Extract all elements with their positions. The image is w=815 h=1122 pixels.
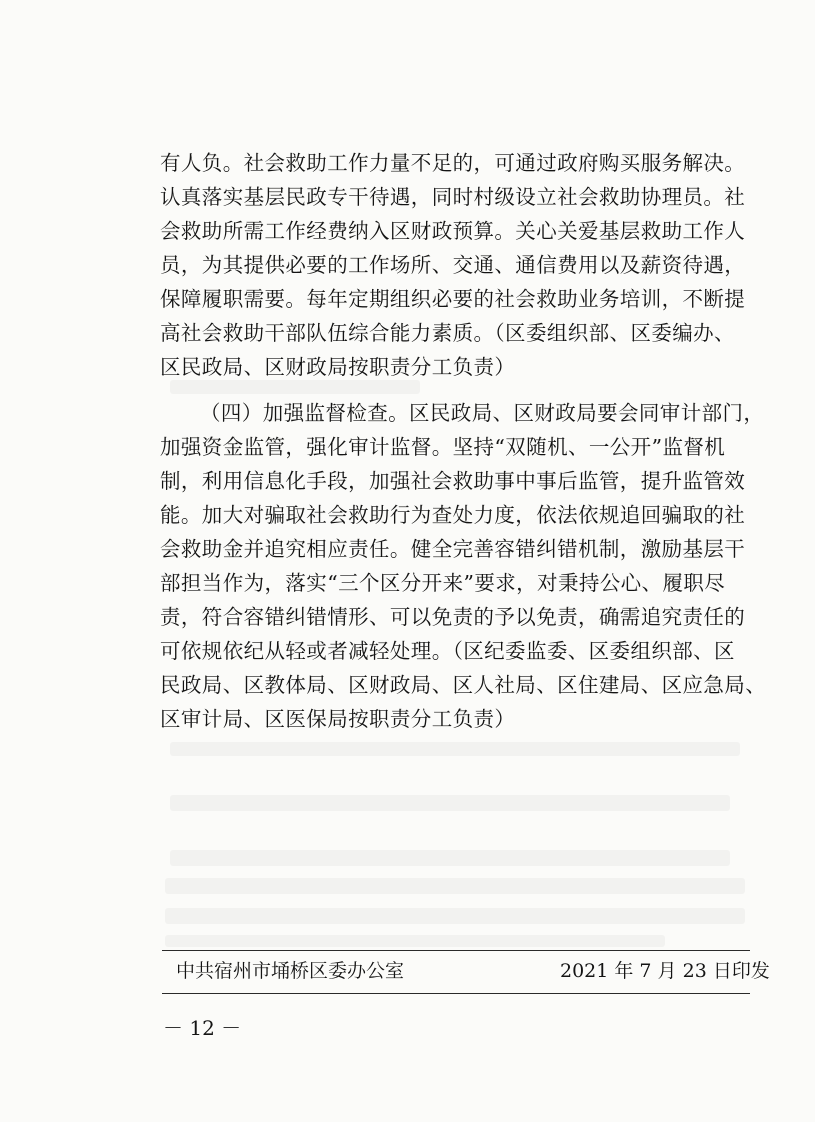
body-line-10: 制，利用信息化手段，加强社会救助事中事后监管，提升监管效 [160, 469, 746, 493]
body-line-17: 区审计局、区医保局按职责分工负责） [160, 707, 516, 731]
body-line-5: 保障履职需要。每年定期组织必要的社会救助业务培训，不断提 [160, 287, 746, 311]
bleed-through-mark [170, 795, 730, 811]
body-line-9: 加强资金监管，强化审计监督。坚持“双随机、一公开”监督机 [160, 435, 726, 459]
footer-bottom-rule [162, 993, 750, 994]
page-number: － 12 － [163, 1016, 242, 1040]
section-heading-line: （四）加强监督检查。区民政局、区财政局要会同审计部门， [200, 401, 765, 425]
bleed-through-mark [170, 742, 740, 756]
body-line-4: 员，为其提供必要的工作场所、交通、通信费用以及薪资待遇， [160, 253, 746, 277]
body-line-3: 会救助所需工作经费纳入区财政预算。关心关爱基层救助工作人 [160, 219, 746, 243]
body-line-1: 有人负。社会救助工作力量不足的，可通过政府购买服务解决。 [160, 151, 746, 175]
body-line-16: 民政局、区教体局、区财政局、区人社局、区住建局、区应急局、 [160, 673, 767, 697]
bleed-through-mark [170, 850, 730, 866]
body-line-11: 能。加大对骗取社会救助行为查处力度，依法依规追回骗取的社 [160, 503, 746, 527]
bleed-through-mark [165, 935, 665, 947]
issue-date: 2021 年 7 月 23 日印发 [560, 960, 770, 982]
bleed-through-mark [165, 908, 745, 924]
body-line-13: 部担当作为，落实“三个区分开来”要求，对秉持公心、履职尽 [160, 571, 726, 595]
bleed-through-mark [165, 878, 745, 894]
body-line-2: 认真落实基层民政专干待遇，同时村级设立社会救助协理员。社 [160, 185, 746, 209]
body-line-12: 会救助金并追究相应责任。健全完善容错纠错机制，激励基层干 [160, 537, 746, 561]
issuer-name: 中共宿州市埇桥区委办公室 [176, 960, 405, 982]
body-line-7: 区民政局、区财政局按职责分工负责） [160, 355, 516, 379]
body-line-6: 高社会救助干部队伍综合能力素质。（区委组织部、区委编办、 [160, 321, 735, 345]
body-line-14: 责，符合容错纠错情形、可以免责的予以免责，确需追究责任的 [160, 605, 746, 629]
body-line-15: 可依规依纪从轻或者减轻处理。（区纪委监委、区委组织部、区 [160, 639, 735, 663]
footer-top-rule [162, 950, 750, 951]
